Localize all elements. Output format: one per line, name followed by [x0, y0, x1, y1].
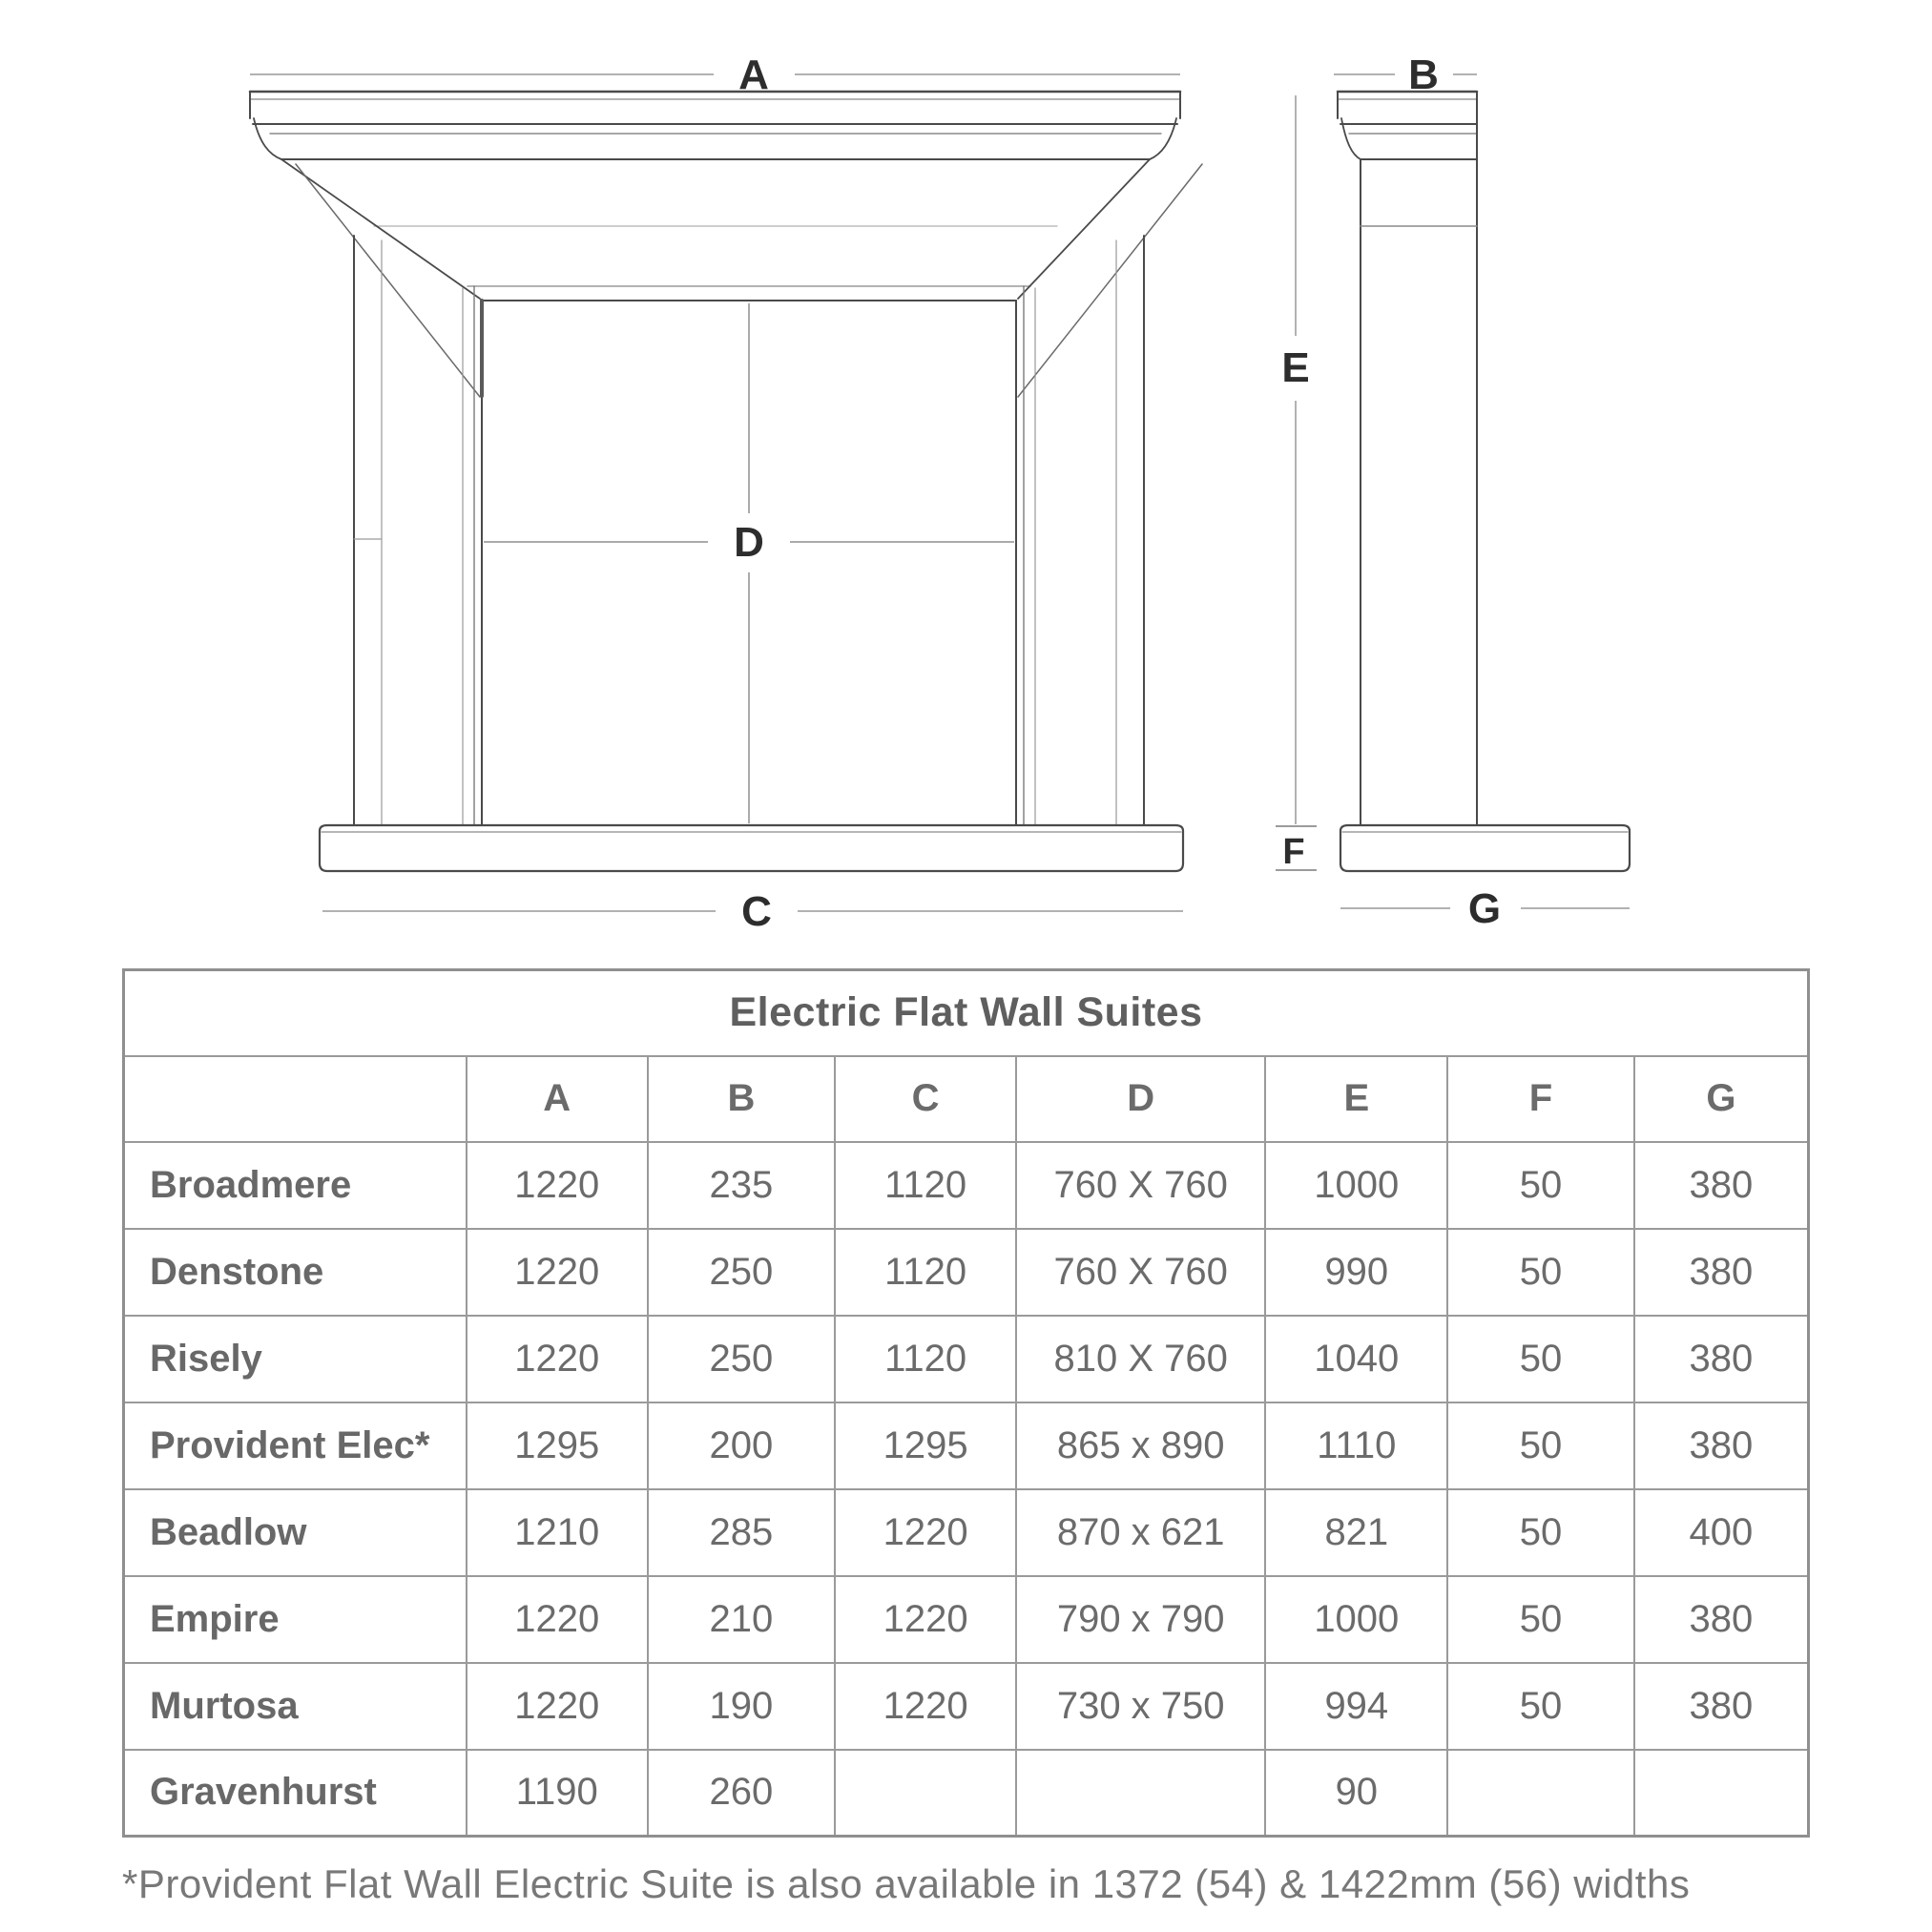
- cell: 1210: [467, 1489, 648, 1576]
- cell: 260: [648, 1750, 836, 1837]
- fireplace-front-view: [250, 92, 1202, 871]
- cell: 200: [648, 1402, 836, 1489]
- cell: 730 x 750: [1016, 1663, 1266, 1750]
- cell: 380: [1634, 1316, 1809, 1402]
- column-header-E: E: [1265, 1056, 1447, 1142]
- cell: 1120: [835, 1316, 1016, 1402]
- cell: 50: [1447, 1229, 1634, 1316]
- cell: 285: [648, 1489, 836, 1576]
- cell: 235: [648, 1142, 836, 1229]
- cell: 1120: [835, 1229, 1016, 1316]
- cell: 1220: [467, 1142, 648, 1229]
- cell: 870 x 621: [1016, 1489, 1266, 1576]
- cell: 1295: [835, 1402, 1016, 1489]
- cell: 380: [1634, 1576, 1809, 1663]
- cell: 50: [1447, 1489, 1634, 1576]
- cell: 380: [1634, 1402, 1809, 1489]
- cell: 821: [1265, 1489, 1447, 1576]
- cell: 994: [1265, 1663, 1447, 1750]
- table-row: [124, 1663, 1809, 1750]
- cell: 1220: [467, 1229, 648, 1316]
- table-row: [124, 1142, 1809, 1229]
- dim-label-C: C: [741, 888, 772, 935]
- cell: 90: [1265, 1750, 1447, 1837]
- dim-label-E: E: [1281, 344, 1310, 391]
- dim-label-F: F: [1282, 832, 1305, 872]
- column-header-A: A: [467, 1056, 648, 1142]
- cell: 1040: [1265, 1316, 1447, 1402]
- suites-table-body: [124, 970, 1809, 1837]
- cell: 190: [648, 1663, 836, 1750]
- dim-label-A: A: [738, 52, 769, 98]
- row-name: Broadmere: [124, 1142, 467, 1229]
- cell: 1220: [467, 1316, 648, 1402]
- column-header-B: B: [648, 1056, 836, 1142]
- cell: 1220: [835, 1663, 1016, 1750]
- cell: 1220: [467, 1576, 648, 1663]
- table-row: [124, 1750, 1809, 1837]
- table-row: [124, 1229, 1809, 1316]
- suites-table: [122, 968, 1810, 1838]
- cell: 50: [1447, 1142, 1634, 1229]
- column-header-F: F: [1447, 1056, 1634, 1142]
- cell: 380: [1634, 1142, 1809, 1229]
- cell: 1110: [1265, 1402, 1447, 1489]
- fireplace-dimension-diagram: [0, 0, 1932, 954]
- table-title: Electric Flat Wall Suites: [124, 970, 1809, 1056]
- cell: 760 X 760: [1016, 1229, 1266, 1316]
- dim-label-D: D: [734, 519, 764, 566]
- cell: 1220: [467, 1663, 648, 1750]
- cell: 1000: [1265, 1576, 1447, 1663]
- cell: 810 X 760: [1016, 1316, 1266, 1402]
- cell: 380: [1634, 1663, 1809, 1750]
- cell: 1000: [1265, 1142, 1447, 1229]
- fireplace-side-view: [1338, 92, 1630, 871]
- row-name: Risely: [124, 1316, 467, 1402]
- cell: [1016, 1750, 1266, 1837]
- table-row: [124, 1576, 1809, 1663]
- cell: 400: [1634, 1489, 1809, 1576]
- header-row: [124, 1056, 1809, 1142]
- cell: 790 x 790: [1016, 1576, 1266, 1663]
- cell: 1220: [835, 1489, 1016, 1576]
- row-name: Empire: [124, 1576, 467, 1663]
- column-header-name: [124, 1056, 467, 1142]
- cell: 50: [1447, 1663, 1634, 1750]
- dim-label-B: B: [1408, 52, 1439, 98]
- cell: 50: [1447, 1576, 1634, 1663]
- cell: 865 x 890: [1016, 1402, 1266, 1489]
- row-name: Murtosa: [124, 1663, 467, 1750]
- dim-label-G: G: [1467, 885, 1502, 932]
- row-name: Provident Elec*: [124, 1402, 467, 1489]
- row-name: Beadlow: [124, 1489, 467, 1576]
- table-row: [124, 1316, 1809, 1402]
- cell: 380: [1634, 1229, 1809, 1316]
- cell: 1295: [467, 1402, 648, 1489]
- cell: 210: [648, 1576, 836, 1663]
- table-row: [124, 1402, 1809, 1489]
- cell: 50: [1447, 1316, 1634, 1402]
- cell: 1190: [467, 1750, 648, 1837]
- cell: [1634, 1750, 1809, 1837]
- cell: 50: [1447, 1402, 1634, 1489]
- cell: 250: [648, 1229, 836, 1316]
- row-name: Denstone: [124, 1229, 467, 1316]
- footnote: *Provident Flat Wall Electric Suite is also available in 1372 (54) & 1422mm (56) widths: [122, 1861, 1691, 1906]
- cell: 250: [648, 1316, 836, 1402]
- cell: [1447, 1750, 1634, 1837]
- cell: 760 X 760: [1016, 1142, 1266, 1229]
- row-name: Gravenhurst: [124, 1750, 467, 1837]
- cell: 1120: [835, 1142, 1016, 1229]
- column-header-G: G: [1634, 1056, 1809, 1142]
- cell: [835, 1750, 1016, 1837]
- column-header-D: D: [1016, 1056, 1266, 1142]
- table-row: [124, 1489, 1809, 1576]
- cell: 990: [1265, 1229, 1447, 1316]
- cell: 1220: [835, 1576, 1016, 1663]
- column-header-C: C: [835, 1056, 1016, 1142]
